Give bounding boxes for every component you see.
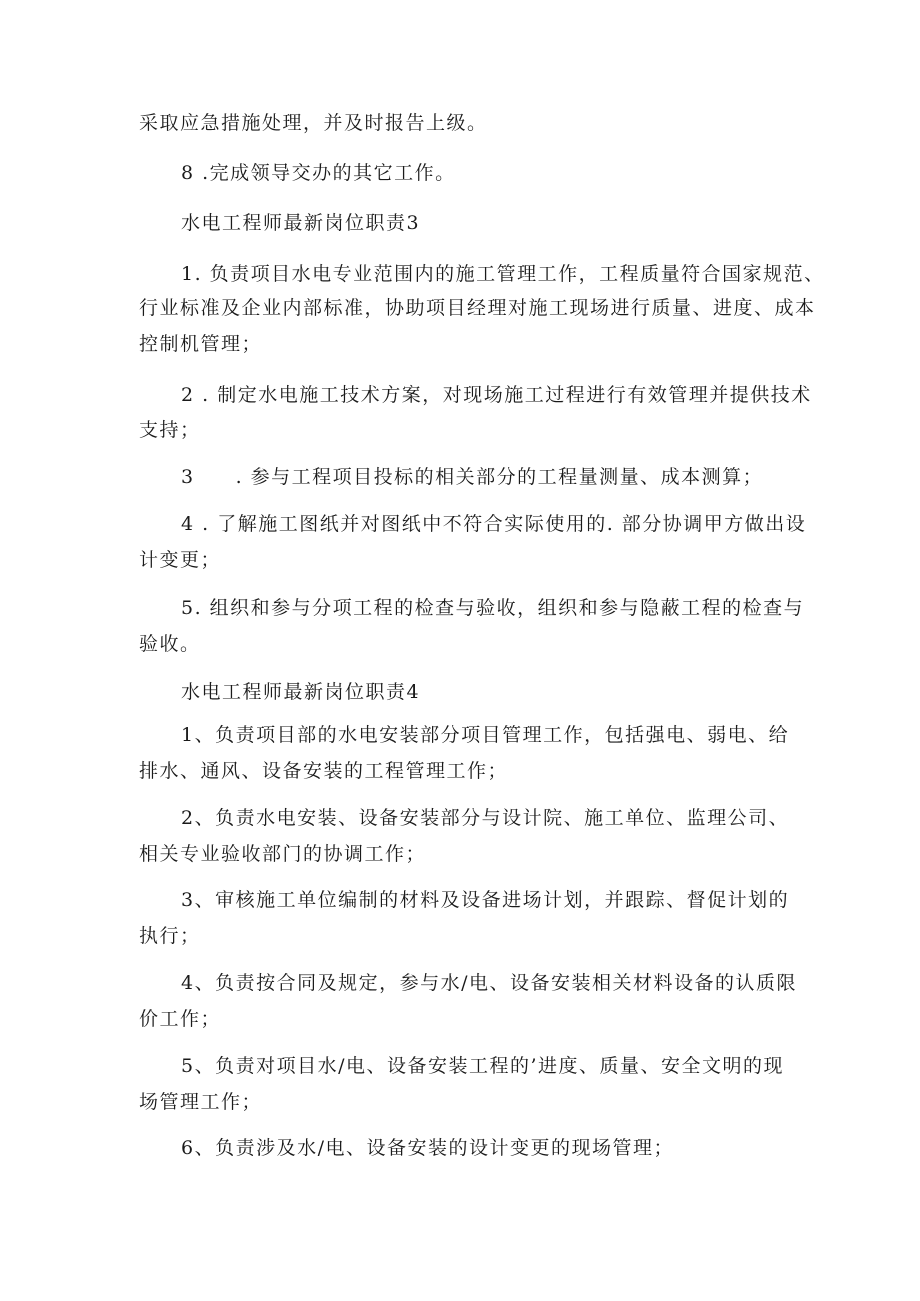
text-line: 验收。 [139, 633, 201, 655]
text-line: 采取应急措施处理，并及时报告上级。 [139, 112, 488, 134]
list-item: 8 .完成领导交办的其它工作。 [181, 162, 456, 184]
list-item: 6、负责涉及水/电、设备安装的设计变更的现场管理； [181, 1137, 674, 1159]
list-item: 2、负责水电安装、设备安装部分与设计院、施工单位、监理公司、 [181, 807, 790, 829]
text-line: 排水、通风、设备安装的工程管理工作； [139, 760, 509, 782]
text-line: 执行； [139, 925, 201, 947]
list-item: 3 . 参与工程项目投标的相关部分的工程量测量、成本测算； [181, 466, 764, 488]
list-item: 5、负责对项目水/电、设备安装工程的’进度、质量、安全文明的现 [181, 1055, 785, 1077]
list-item: 2 . 制定水电施工技术方案，对现场施工过程进行有效管理并提供技术 [181, 384, 812, 406]
section-heading: 水电工程师最新岗位职责4 [181, 681, 421, 703]
text-line: 相关专业验收部门的协调工作； [139, 843, 427, 865]
section-heading: 水电工程师最新岗位职责3 [181, 212, 421, 234]
text-line: 价工作； [139, 1008, 222, 1030]
list-item: 1. 负责项目水电专业范围内的施工管理工作，工程质量符合国家规范、 [181, 263, 825, 285]
text-line: 行业标准及企业内部标准，协助项目经理对施工现场进行质量、进度、成本 [139, 297, 816, 319]
list-item: 4 . 了解施工图纸并对图纸中不符合实际使用的. 部分协调甲方做出设 [181, 513, 807, 535]
text-line: 计变更； [139, 549, 222, 571]
text-line: 控制机管理； [139, 333, 263, 355]
list-item: 3、审核施工单位编制的材料及设备进场计划，并跟踪、督促计划的 [181, 889, 790, 911]
text-line: 场管理工作； [139, 1091, 263, 1113]
list-item: 1、负责项目部的水电安装部分项目管理工作，包括强电、弱电、给 [181, 724, 790, 746]
list-item: 5. 组织和参与分项工程的检查与验收，组织和参与隐蔽工程的检查与 [181, 597, 805, 619]
text-line: 支持； [139, 419, 201, 441]
list-item: 4、负责按合同及规定，参与水/电、设备安装相关材料设备的认质限 [181, 972, 797, 994]
